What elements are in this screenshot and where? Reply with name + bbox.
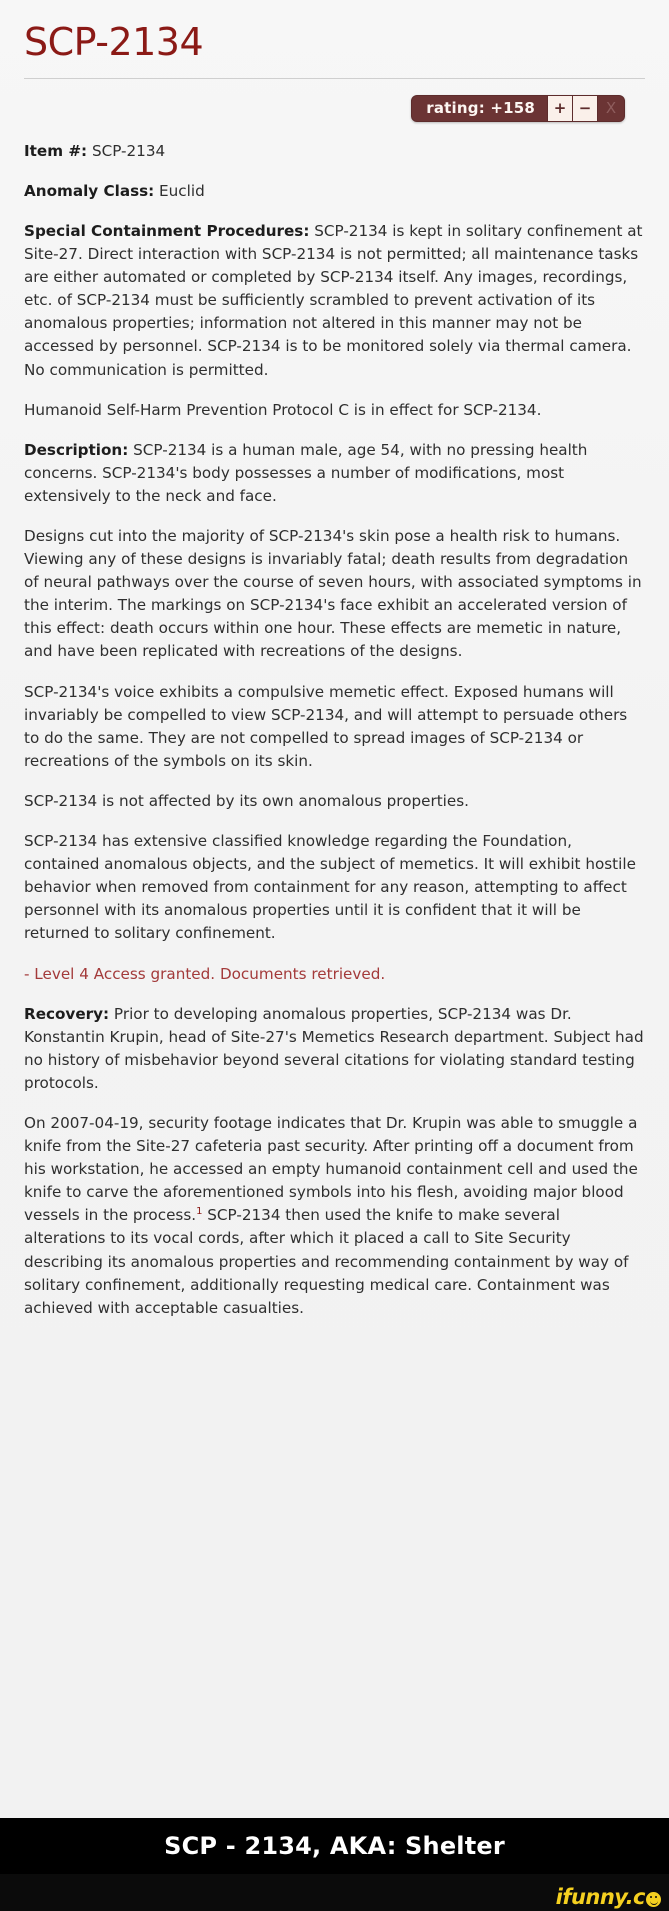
paragraph-description — [24, 439, 645, 508]
label-item-number: Item #: — [24, 141, 88, 160]
access-granted-note: - Level 4 Access granted. Documents retrieved. — [24, 964, 386, 983]
rating-downvote-button[interactable]: − — [572, 96, 597, 121]
paragraph-self-harm-protocol — [24, 399, 645, 422]
text-self-harm-protocol: Humanoid Self-Harm Prevention Protocol C is in effect for SCP-2134. — [24, 400, 542, 419]
text-item-number: SCP-2134 — [87, 141, 166, 160]
watermark-bar — [0, 1874, 669, 1911]
rating-upvote-button[interactable]: + — [547, 96, 572, 121]
rating-value-label: rating: +158 — [426, 98, 535, 117]
label-anomaly-class: Anomaly Class: — [24, 181, 155, 200]
paragraph-recovery — [24, 1003, 645, 1095]
smiley-face-icon — [646, 1892, 661, 1907]
text-classified-knowledge: SCP-2134 has extensive classified knowledge regarding the Foundation, contained anomalous objects, and the subject of memetics. It will exhibit hostile behavior when removed from containment for any reason, attempting to affect personnel with its anomalous properties until it is confident that it will be returned to solitary confinement. — [24, 832, 636, 943]
label-description: Description: — [24, 440, 129, 459]
footnote-marker[interactable]: 1 — [196, 1206, 203, 1218]
paragraph-classified-knowledge — [24, 830, 645, 945]
text-designs: Designs cut into the majority of SCP-2134's skin pose a health risk to humans. Viewing any of these designs is invariably fatal; death results from degradation of neural pathways over the course of seven hours, with associated symptoms in the interim. The markings on SCP-2134's face exhibit an accelerated version of this effect: death occurs within one hour. These effects are memetic in nature, and have been replicated with recreations of the designs. — [24, 527, 642, 661]
paragraph-item-number — [24, 140, 645, 163]
text-anomaly-class: Euclid — [154, 181, 205, 200]
label-special-containment-procedures: Special Containment Procedures: — [24, 221, 310, 240]
rating-row — [24, 79, 645, 122]
text-self-immunity: SCP-2134 is not affected by its own anomalous properties. — [24, 791, 469, 810]
paragraph-designs — [24, 525, 645, 664]
watermark-text: ifunny.c — [555, 1885, 645, 1909]
rating-cancel-button[interactable]: X — [597, 96, 624, 121]
text-recovery: Prior to developing anomalous properties, SCP-2134 was Dr. Konstantin Krupin, head of Site-27's Memetics Research department. Subject had no history of misbehavior beyond several citations for violating standard testing protocols. — [24, 1004, 644, 1092]
text-special-containment-procedures: SCP-2134 is kept in solitary confinement at Site-27. Direct interaction with SCP-2134 is not permitted; all maintenance tasks are either automated or completed by SCP-2134 itself. Any images, recordings, etc. of SCP-2134 must be sufficiently scrambled to prevent activation of its anomalous properties; information not altered in this manner may not be accessed by personnel. SCP-2134 is to be monitored solely via thermal camera. No communication is permitted. — [24, 221, 643, 379]
paragraph-anomaly-class — [24, 180, 645, 203]
caption-text: SCP - 2134, AKA: Shelter — [164, 1832, 505, 1860]
text-voice-effect: SCP-2134's voice exhibits a compulsive memetic effect. Exposed humans will invariably be compelled to view SCP-2134, and will attempt to persuade others to do the same. They are not compelled to spread images of SCP-2134 or recreations of the symbols on its skin. — [24, 682, 628, 770]
paragraph-self-immunity — [24, 790, 645, 813]
ifunny-watermark — [556, 1887, 661, 1908]
paragraph-voice-effect — [24, 681, 645, 773]
text-description: SCP-2134 is a human male, age 54, with no pressing health concerns. SCP-2134's body possesses a number of modifications, most extensively to the neck and face. — [24, 440, 588, 505]
caption-bar — [0, 1818, 669, 1874]
label-recovery: Recovery: — [24, 1004, 110, 1023]
article-body — [24, 122, 645, 1320]
paragraph-incident — [24, 1112, 645, 1320]
rating-widget[interactable] — [411, 95, 625, 122]
paragraph-special-containment-procedures — [24, 220, 645, 382]
text-incident-before-footnote: On 2007-04-19, security footage indicates that Dr. Krupin was able to smuggle a knife from the Site-27 cafeteria past security. After printing off a document from his workstation, he accessed an empty humanoid containment cell and used the knife to carve the aforementioned symbols into his flesh, avoiding major blood vessels in the process. — [24, 1113, 638, 1225]
page-title: SCP-2134 — [24, 20, 204, 64]
text-incident-after-footnote: SCP-2134 then used the knife to make several alterations to its vocal cords, after which it placed a call to Site Security describing its anomalous properties and recommending containment by way of solitary confinement, additionally requesting medical care. Containment was achieved with acceptable casualties. — [24, 1206, 629, 1317]
